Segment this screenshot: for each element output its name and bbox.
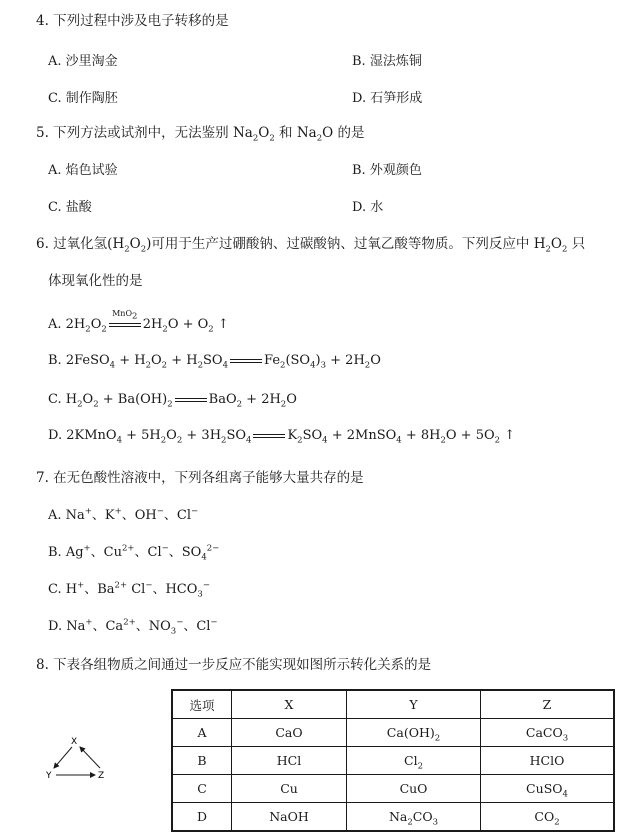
table-cell: Cu xyxy=(232,775,347,803)
table-cell: B xyxy=(172,747,232,775)
q7-option-c: C. H+、$Ba^{2+}$ Cl−、$HCO_3^-$ xyxy=(48,580,210,600)
table-cell: CuO xyxy=(347,775,481,803)
q5-stem: 5. 下列方法或试剂中，无法鉴别 $Na_2O_2$ 和 $Na_2O$ 的是 xyxy=(36,125,365,144)
table-header-cell: 选项 xyxy=(172,690,232,719)
q7-option-d: D. Na+、$Ca^{2+}$、$NO_3^-$、Cl− xyxy=(48,617,218,637)
table-cell: $Na_2CO_3$ xyxy=(347,803,481,832)
reaction-equals-sign xyxy=(230,356,262,366)
table-row xyxy=(172,747,614,775)
q8-table xyxy=(171,689,615,832)
q6-option-b: B. 2FeSO$_4$ + $H_2O_2 + H_2SO_4$ $Fe_2(SO_4)_3 + 2H_2O$ xyxy=(48,353,381,371)
table-cell: D xyxy=(172,803,232,832)
table-row xyxy=(172,775,614,803)
arrow-z-to-x xyxy=(80,747,100,768)
q7-stem: 7. 在无色酸性溶液中，下列各组离子能够大量共存的是 xyxy=(36,470,364,486)
q8-stem: 8. 下表各组物质之间通过一步反应不能实现如图所示转化关系的是 xyxy=(36,657,432,673)
q5-option-c: C. 盐酸 xyxy=(48,200,92,215)
diagram-label-y: Y xyxy=(46,771,52,781)
table-header-cell: X xyxy=(232,690,347,719)
q4-option-a: A. 沙里淘金 xyxy=(48,54,118,69)
table-header-cell: Y xyxy=(347,690,481,719)
q6-option-d: D. 2KMnO$_4$ + $5H_2O_2 + 3H_2SO_4$ $K_2SO_4$ + 2MnSO$_4$ + $8H_2O + 5O_2$ ↑ xyxy=(48,428,516,446)
table-row xyxy=(172,719,614,747)
q4-option-c: C. 制作陶胚 xyxy=(48,91,118,106)
table-cell: HClO xyxy=(481,747,615,775)
table-cell: $Ca(OH)_2$ xyxy=(347,719,481,747)
table-cell: CaCO$_3$ xyxy=(481,719,615,747)
table-cell: CaO xyxy=(232,719,347,747)
table-cell: $CO_2$ xyxy=(481,803,615,832)
reaction-equals-sign: MnO$_2$ xyxy=(109,320,141,330)
table-header-row xyxy=(172,690,614,719)
xyz-conversion-diagram xyxy=(40,732,120,784)
diagram-label-x: X xyxy=(71,737,78,747)
table-row xyxy=(172,803,614,832)
q5-option-b: B. 外观颜色 xyxy=(352,163,422,178)
table-header-cell: Z xyxy=(481,690,615,719)
table-cell: NaOH xyxy=(232,803,347,832)
q6-option-a: A. $2H_2O_2$ MnO$_2$ $2H_2O + O_2$ ↑ xyxy=(48,308,229,335)
q5-option-d: D. 水 xyxy=(352,200,384,215)
q4-option-d: D. 石笋形成 xyxy=(352,91,423,106)
table-cell: HCl xyxy=(232,747,347,775)
table-cell: A xyxy=(172,719,232,747)
q6-stem-line2: 体现氧化性的是 xyxy=(48,273,143,289)
table-cell: CuSO$_4$ xyxy=(481,775,615,803)
q6-stem-line1: 6. 过氧化氢$(H_2O_2)$可用于生产过硼酸钠、过碳酸钠、过氧乙酸等物质。下列反应中 $H_2O_2$ 只 xyxy=(36,236,586,255)
table-cell: $Cl_2$ xyxy=(347,747,481,775)
diagram-label-z: Z xyxy=(98,771,105,781)
arrow-x-to-y xyxy=(54,747,72,768)
table-cell: C xyxy=(172,775,232,803)
reaction-equals-sign xyxy=(253,431,285,441)
q4-option-b: B. 湿法炼铜 xyxy=(352,54,422,69)
q7-option-a: A. Na+、K+、OH−、Cl− xyxy=(48,506,199,523)
q7-option-b: B. Ag+、$Cu^{2+}$、Cl−、$SO_4^{2-}$ xyxy=(48,543,220,563)
reaction-equals-sign xyxy=(175,395,207,405)
q6-option-c: C. $H_2O_2 + Ba(OH)_2$ $BaO_2 + 2H_2O$ xyxy=(48,392,297,410)
q4-stem: 4. 下列过程中涉及电子转移的是 xyxy=(36,13,229,29)
q5-option-a: A. 焰色试验 xyxy=(48,163,118,178)
